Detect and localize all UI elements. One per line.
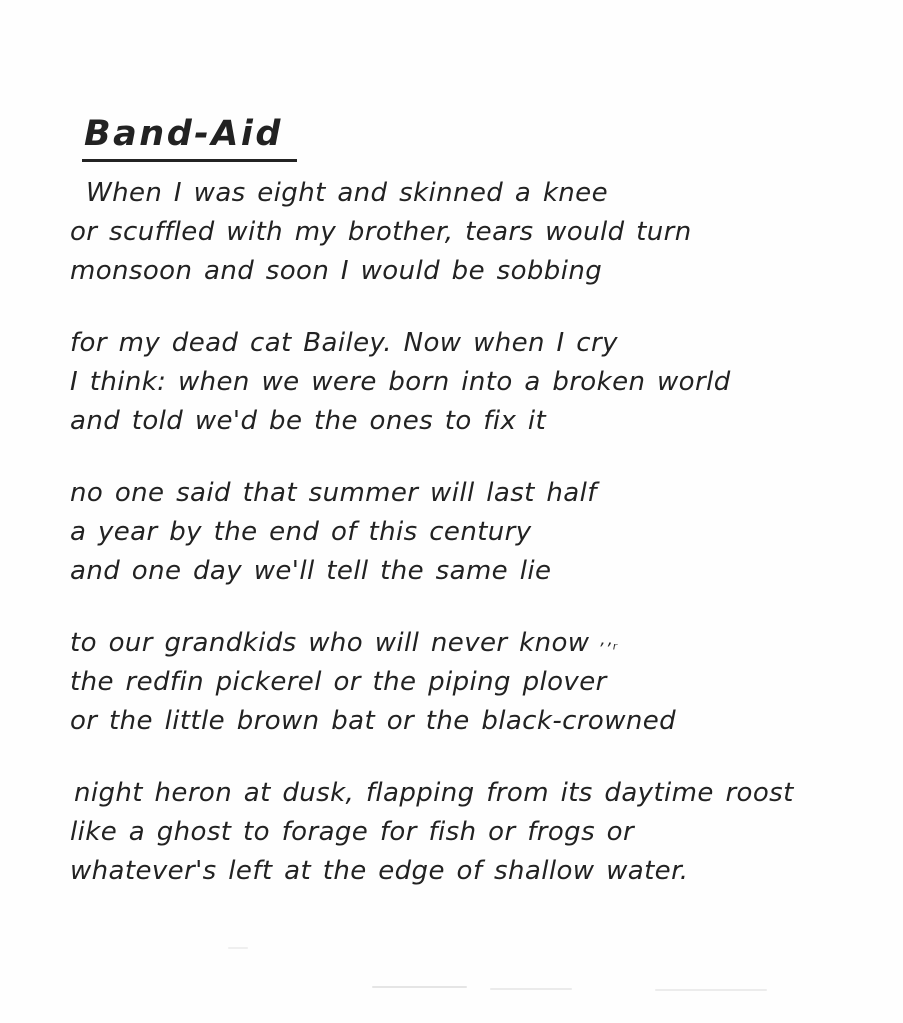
stanza xyxy=(70,624,794,741)
handwritten-insertion-mark: ’’ʳ xyxy=(598,640,620,660)
poem-line: a year by the end of this century xyxy=(70,517,532,547)
poem-line: the redfin pickerel or the piping plover xyxy=(70,667,607,697)
poem-line: no one said that summer will last half xyxy=(70,478,597,508)
poem-line: monsoon and soon I would be sobbing xyxy=(70,256,603,286)
stanza xyxy=(70,174,794,291)
poem-line: like a ghost to forage for fish or frogs or xyxy=(70,817,635,847)
poem-line: for my dead cat Bailey. Now when I cry xyxy=(70,328,618,358)
scan-artifact xyxy=(372,986,467,988)
poem-line: and one day we'll tell the same lie xyxy=(70,556,552,586)
poem-line: and told we'd be the ones to fix it xyxy=(70,406,547,436)
poem-line: or scuffled with my brother, tears would turn xyxy=(70,217,692,247)
poem xyxy=(70,112,794,924)
poem-line: or the little brown bat or the black-crowned xyxy=(70,706,677,736)
stanza xyxy=(70,774,794,891)
poem-line: I think: when we were born into a broken world xyxy=(70,367,731,397)
poem-title: Band-Aid xyxy=(82,112,297,162)
poem-line: When I was eight and skinned a knee xyxy=(86,178,608,208)
scan-artifact xyxy=(655,989,767,991)
scan-artifact xyxy=(228,947,248,949)
stanza xyxy=(70,324,794,441)
scan-artifact xyxy=(490,988,572,990)
stanza xyxy=(70,474,794,591)
poem-line: night heron at dusk, flapping from its daytime roost xyxy=(74,778,794,808)
poem-line: whatever's left at the edge of shallow water. xyxy=(70,856,689,886)
poem-line: to our grandkids who will never know xyxy=(70,628,590,658)
